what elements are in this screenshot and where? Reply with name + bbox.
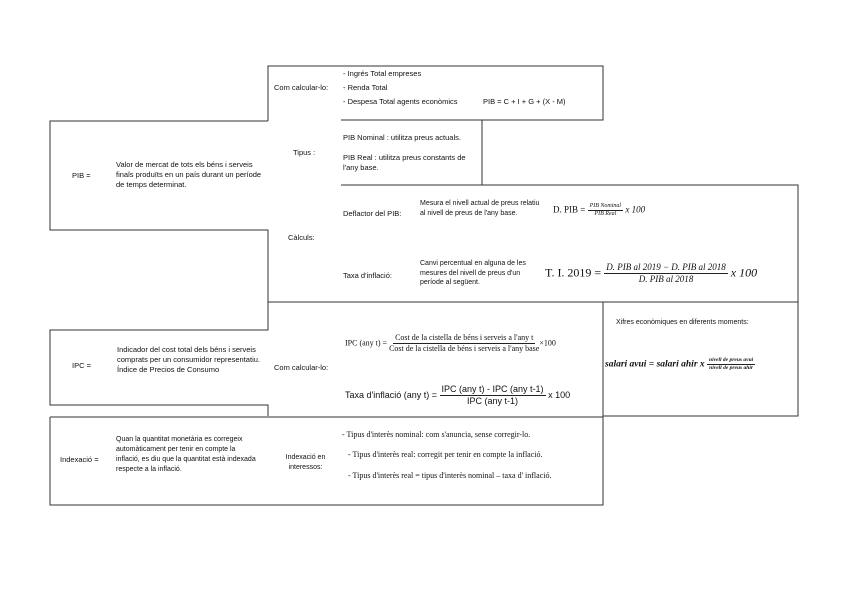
indexacio-definition: Quan la quantitat monetària es corregeix automàticament per tenir en compte la inflació, es diu que la quantitat està indexada respecte a la inflació. (116, 436, 256, 473)
list-item: - Tipus d'interès nominal: com s'anuncia, sense corregir-lo. (342, 430, 531, 439)
formula-tail: x 100 (730, 265, 758, 280)
pib-label: PIB = (72, 171, 91, 180)
indexacio-label: Indexació = (60, 455, 99, 464)
list-item: - Tipus d'interès real = tipus d'interès nominal – taxa d' inflació. (348, 471, 552, 480)
tipus-label: Tipus : (293, 148, 316, 157)
calculs-label: Càlculs: (288, 233, 315, 242)
formula-numerator: IPC (any t) - IPC (any t-1) (441, 384, 544, 394)
formula-denominator: D. PIB al 2018 (638, 274, 694, 284)
formula-lhs: D. PIB = (553, 204, 586, 215)
deflactor-label: Deflactor del PIB: (343, 209, 402, 218)
list-item: - Tipus d'interès real: corregit per tenir en compte la inflació. (348, 450, 543, 459)
formula-tail: x 100 (548, 389, 571, 400)
list-item: - Ingrés Total empreses (343, 69, 422, 78)
salari-formula (605, 357, 755, 372)
ipc-definition: Indicador del cost total dels béns i serveis comprats per un consumidor representatiu. Índice de Precios de Consumo (117, 345, 260, 374)
deflactor-description: Mesura el nivell actual de preus relatiu al nivell de preus de l'any base. (420, 200, 540, 217)
formula-numerator: Cost de la cistella de béns i serveis a l'any t (395, 333, 534, 342)
formula-denominator: IPC (any t-1) (467, 396, 519, 406)
formula-lhs: Taxa d'inflació (any t) = (345, 389, 438, 400)
formula-denominator: nivell de preus ahir (709, 365, 754, 371)
deflactor-formula (553, 203, 645, 218)
formula-lhs: T. I. 2019 = (545, 265, 602, 280)
list-item: - Despesa Total agents econòmics (343, 97, 458, 106)
formula-numerator: D. PIB al 2019 − D. PIB al 2018 (606, 262, 726, 272)
formula-numerator: nivell de preus avui (709, 357, 754, 363)
ipc-formula (345, 333, 556, 354)
pib-formula: PIB = C + I + G + (X - M) (483, 97, 566, 106)
pib-real: PIB Real : utilitza preus constants de l'any base. (343, 153, 466, 172)
ipc-com-calcular-label: Com calcular-lo: (274, 363, 329, 372)
ipc-inflation-formula (345, 384, 570, 407)
pib-nominal: PIB Nominal : utilitza preus actuals. (343, 133, 461, 142)
formula-denominator: PIB Real (594, 211, 617, 217)
taxa-formula (545, 262, 757, 285)
formula-lhs: salari avui = salari ahir x (605, 359, 705, 370)
pib-com-calcular-label: Com calcular-lo: (274, 83, 329, 92)
formula-numerator: PIB Nominal (589, 203, 622, 209)
pib-definition: Valor de mercat de tots els béns i serveis finals produïts en un país durant un període de temps determinat. (116, 160, 262, 189)
xifres-label: Xifres econòmiques en diferents moments: (616, 319, 749, 326)
ipc-label: IPC = (72, 361, 91, 370)
formula-tail: ×100 (539, 338, 556, 348)
outline-com-calcular-pib (268, 66, 603, 121)
list-item: - Renda Total (343, 83, 388, 92)
interessos-label: Indexació en interessos: (285, 454, 326, 471)
formula-denominator: Cost de la cistella de béns i serveis a l'any base (389, 344, 540, 353)
taxa-label: Taxa d'inflació: (343, 271, 392, 280)
formula-tail: x 100 (625, 204, 646, 215)
taxa-description: Canvi percentual en alguna de les mesures del nivell de preus d'un període al següent. (420, 260, 526, 286)
formula-lhs: IPC (any t) = (345, 338, 388, 348)
